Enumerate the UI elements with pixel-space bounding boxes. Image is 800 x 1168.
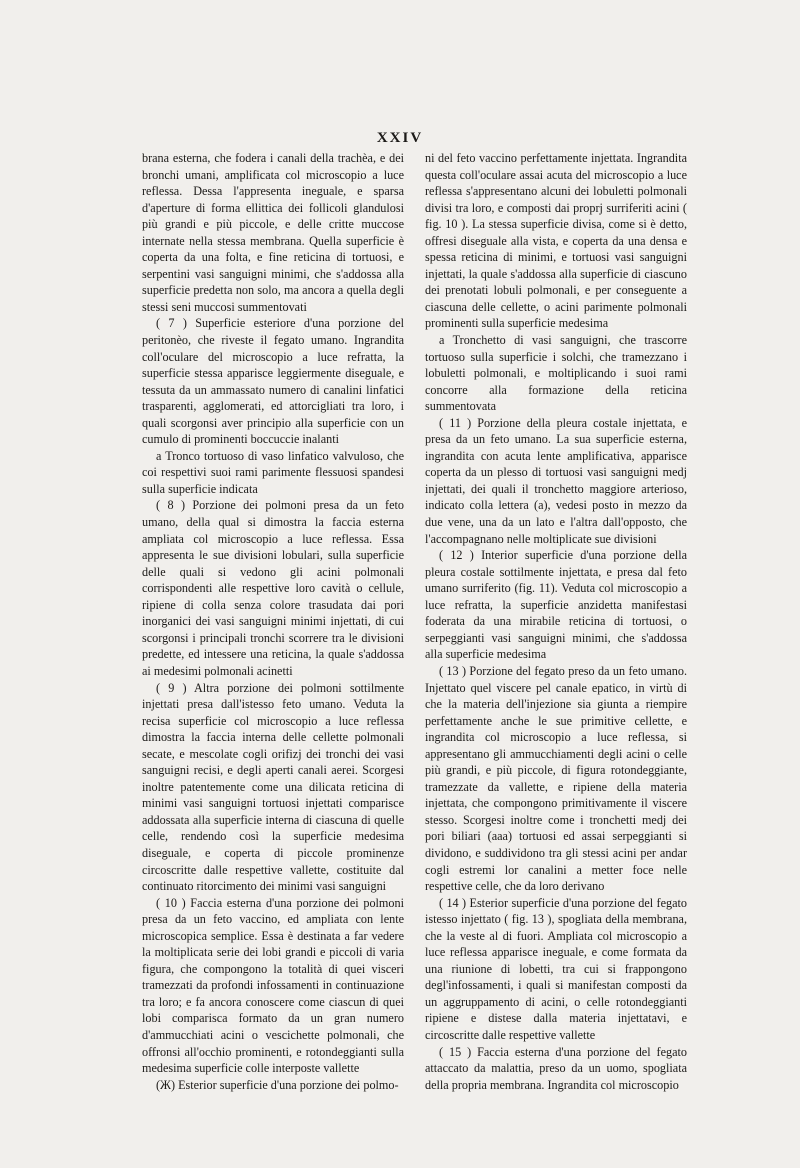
- paragraph: a Tronchetto di vasi sanguigni, che trascorre tortuoso sulla superficie i solchi, che tramezzano i lobuletti polmonali, e moltiplicando i suoi rami concorre alla formazione della reticina summentovata: [425, 333, 687, 414]
- paragraph: ( 14 ) Esterior superficie d'una porzione del fegato istesso injettato ( fig. 13 ), spogliata della membrana, che la veste al di fuori. Ampliata col microscopio a luce reflessa apparisce ineguale, e come formata da una riunione di lobetti, tra cui si frappongono degl'infossamenti, i quali si manifestan composti da un aggruppamento di acini, o celle rotondeggianti ripiene e distese dalla materia injettatavi, e circoscritte dalle respettive vallette: [425, 895, 687, 1042]
- paragraph: ni del feto vaccino perfettamente injettata. Ingrandita questa coll'oculare assai acuta del microscopio a luce reflessa s'appresentano alcuni dei lobuletti polmonali divisi tra loro, e composti dai proprj surriferiti acini ( fig. 10 ). La stessa superficie divisa, come si è detto, offresi diseguale alla vista, e coperta da una densa e spessa reticina di minimi, e tortuosi vasi sanguigni injettati, la quale s'addossa alla superficie di ciascuno dei prenotati lobuli polmonali, e per conseguente a ciascuna delle cellette, o acini parimente polmonali prominenti sulla superficie medesima: [425, 151, 687, 331]
- paragraph: ( 13 ) Porzione del fegato preso da un feto umano. Injettato quel viscere pel canale epatico, in virtù di che la materia dell'injezione sia giunta a riempire perfettamente anche le sue primitive cellette, e ingrandita col microscopio a luce reflessa, si appresentano gli ammucchiamenti degli acini o celle più grandi, e più piccole, di figura rotondeggiante, tramezzate da vallette, e ripiene della materia injettata, che compongono primitivamente il viscere stesso. Scorgesi inoltre come i tronchetti medj dei pori biliari (aaa) tortuosi ed assai serpeggianti si dividono, e suddividono tra gli stessi acini per andar cogli estremi lor canalini a metter foce nelle respettive celle, che da loro derivano: [425, 663, 687, 894]
- paragraph: ( 12 ) Interior superficie d'una porzione della pleura costale sottilmente injettata, e presa dal feto umano surriferito (fig. 11). Veduta col microscopio a luce refratta, la superficie anzidetta manifestasi foderata da una mirabile reticina di tortuosi, o serpeggianti vasi sanguigni minimi, che s'addossa alla superficie medesima: [425, 548, 687, 662]
- paragraph: ( 11 ) Porzione della pleura costale injettata, e presa da un feto umano. La sua superficie esterna, ingrandita con acuta lente amplificativa, apparisce coperta da un plesso di tortuosi vasi sanguigni medj injettati, dei quali il tronchetto maggiore arterioso, indicato colla lettera (a), vedesi posto in mezzo da due vene, una da un lato e l'altra dall'opposto, che l'accompagnano nelle moltiplicate sue divisioni: [425, 415, 687, 546]
- right-text-column: [425, 150, 687, 1093]
- left-text-column: [142, 150, 404, 1093]
- paragraph: ( 10 ) Faccia esterna d'una porzione dei polmoni presa da un feto vaccino, ed ampliata con lente microscopica semplice. Essa è destinata a far vedere la moltiplicata serie dei lobi grandi e piccoli di varia figura, che compongono la totalità di quei visceri tramezzati da profondi infossamenti in continuazione tra loro; e fa ancora conoscere come ciascun di quei lobi comparisca formato da un gran numero d'ammucchiati acini o vescichette polmonali, che offronsi all'occhio prominenti, e rotondeggianti sulla medesima superficie colle interposte vallette: [142, 895, 404, 1076]
- page-number: XXIV: [376, 130, 424, 146]
- paragraph: ( 9 ) Altra porzione dei polmoni sottilmente injettati presa dall'istesso feto umano. Veduta la recisa superficie col microscopio a luce reflessa dimostra la faccia interna delle cellette polmonali secate, e mescolate cogli orifizj dei tronchi dei vasi sanguigni recisi, e degli aperti canali aerei. Scorgesi inoltre patentemente come una dilicata reticina di minimi vasi sanguigni tortuosi injettati comparisce addossata alla superficie interna di ciascuna di quelle celle, rendendo così la superficie medesima diseguale, e coperta di piccole prominenze circoscritte dalle respettive vallette, costituite dal continuato ritorcimento dei minimi vasi sanguigni: [142, 680, 404, 894]
- paragraph: ( 8 ) Porzione dei polmoni presa da un feto umano, della qual si dimostra la faccia esterna ampliata col microscopio a luce reflessa. Essa appresenta le sue divisioni lobulari, sulla superficie delle quali si vedono gli acini polmonali corrispondenti alle respettive loro cavità o cellule, ripiene di colla senza colore trasudata dai pori inorganici dei vasi sanguigni minimi injettati, di cui scorgonsi i principali tronchi scorrere tra le divisioni predette, ed intessere una reticina, la quale s'addossa ai medesimi polmonali acinetti: [142, 498, 404, 678]
- paragraph: ( 15 ) Faccia esterna d'una porzione del fegato attaccato da malattia, preso da un uomo, spogliata della propria membrana. Ingrandita col microscopio: [425, 1044, 687, 1092]
- paragraph: a Tronco tortuoso di vaso linfatico valvuloso, che coi respettivi suoi rami parimente flessuosi spandesi sulla superficie indicata: [142, 448, 404, 496]
- paragraph: ( 7 ) Superficie esteriore d'una porzione del peritonèo, che riveste il fegato umano. Ingrandita coll'oculare del microscopio a luce refratta, la superficie stessa apparisce leggiermente diseguale, e tessuta da un ammassato numero di canalini linfatici trasparenti, agglomerati, ed attorcigliati tra loro, i quali scorgonsi aver principio alla superficie con un cumulo di prominenti boccuccie inalanti: [142, 316, 404, 447]
- paragraph: brana esterna, che fodera i canali della trachèa, e dei bronchi umani, amplificata col microscopio a luce reflessa. Dessa l'appresenta ineguale, e sparsa d'aperture di forma ellittica dei follicoli glandulosi più grandi e più piccole, e delle critte muccose internate nella stessa membrana. Quella superficie è coperta da una folta, e fine reticina di tortuosi, e serpentini vasi sanguigni minimi, che s'addossa alla superficie predetta non solo, ma ancora a quella degli stessi seni muccosi summentovati: [142, 151, 404, 314]
- paragraph: (Ж) Esterior superficie d'una porzione dei polmo-: [156, 1077, 399, 1092]
